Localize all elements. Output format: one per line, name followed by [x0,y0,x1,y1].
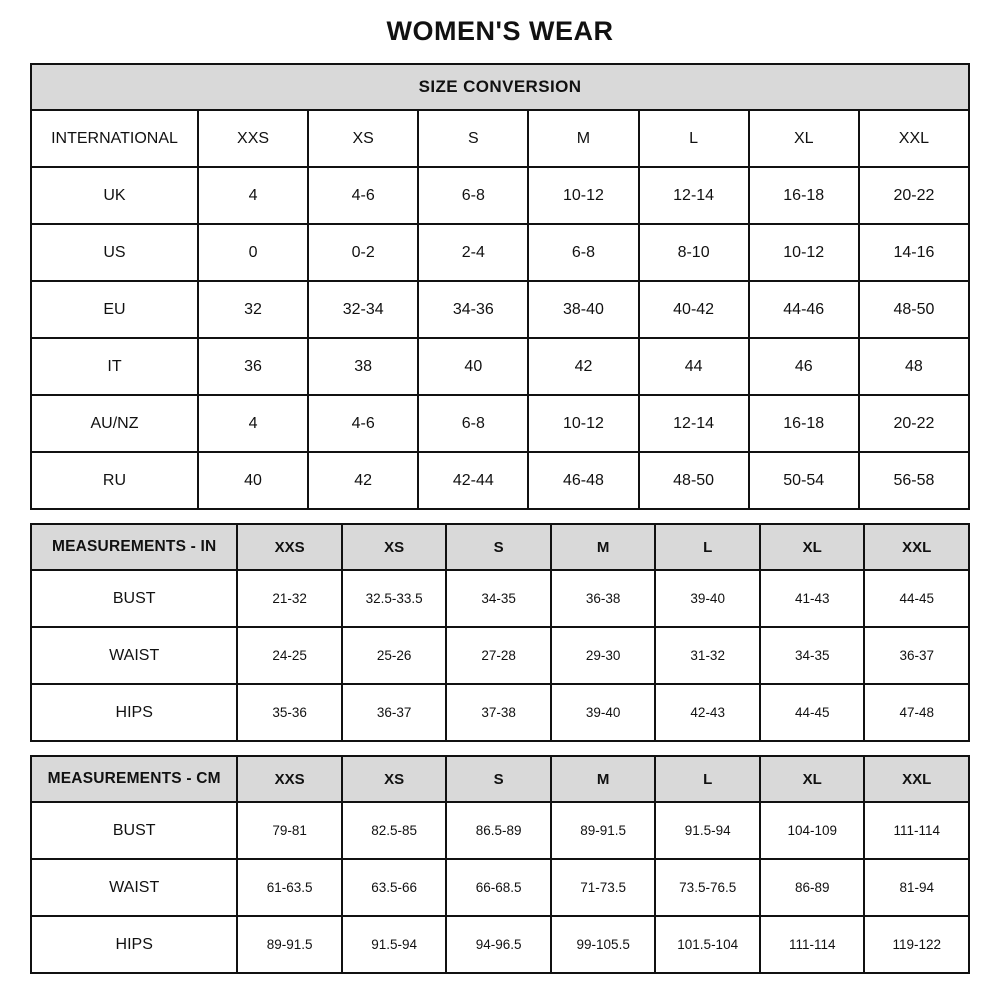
size-header: XL [760,756,865,802]
size-conversion-table [30,63,970,510]
size-cell: 40 [418,338,528,395]
size-cell: 42 [528,338,638,395]
measure-cell: 104-109 [760,802,865,859]
row-label: EU [31,281,198,338]
measure-cell: 41-43 [760,570,865,627]
measurements-in-table [30,523,970,742]
measure-cell: 27-28 [446,627,551,684]
size-header: S [446,756,551,802]
size-header: M [551,756,656,802]
size-cell: 38-40 [528,281,638,338]
table-row [31,167,969,224]
measurements-in-title: MEASUREMENTS - IN [31,524,237,570]
table-row [31,110,969,167]
measure-cell: 101.5-104 [655,916,760,973]
size-cell: 0 [198,224,308,281]
row-label: UK [31,167,198,224]
table-row [31,684,969,741]
table-row [31,859,969,916]
row-label: BUST [31,570,237,627]
size-conversion-title: SIZE CONVERSION [31,64,969,110]
measure-cell: 91.5-94 [342,916,447,973]
measurements-cm-title: MEASUREMENTS - CM [31,756,237,802]
measurements-cm-table [30,755,970,974]
size-cell: 44-46 [749,281,859,338]
measure-cell: 86-89 [760,859,865,916]
measure-cell: 81-94 [864,859,969,916]
table-row [31,395,969,452]
size-cell: 42 [308,452,418,509]
measure-cell: 31-32 [655,627,760,684]
row-label: AU/NZ [31,395,198,452]
table-row [31,338,969,395]
size-cell: 10-12 [528,395,638,452]
size-cell: 6-8 [418,395,528,452]
size-cell: XXL [859,110,969,167]
table-row [31,224,969,281]
size-header: L [655,524,760,570]
size-header: XXS [237,756,342,802]
size-header: XS [342,524,447,570]
measure-cell: 34-35 [760,627,865,684]
size-cell: XXS [198,110,308,167]
measure-cell: 37-38 [446,684,551,741]
measure-cell: 66-68.5 [446,859,551,916]
row-label: US [31,224,198,281]
measure-cell: 86.5-89 [446,802,551,859]
size-cell: 20-22 [859,167,969,224]
page-title: WOMEN'S WEAR [386,16,614,46]
measure-cell: 61-63.5 [237,859,342,916]
measure-cell: 99-105.5 [551,916,656,973]
size-cell: 16-18 [749,395,859,452]
size-cell: 12-14 [639,167,749,224]
table-row [31,802,969,859]
measure-cell: 94-96.5 [446,916,551,973]
size-cell: 4-6 [308,167,418,224]
row-label: HIPS [31,684,237,741]
measure-cell: 111-114 [760,916,865,973]
size-header: XXS [237,524,342,570]
row-label: WAIST [31,627,237,684]
size-cell: 56-58 [859,452,969,509]
measure-cell: 89-91.5 [551,802,656,859]
size-header: L [655,756,760,802]
table-row [31,627,969,684]
measure-cell: 32.5-33.5 [342,570,447,627]
measure-cell: 36-38 [551,570,656,627]
size-cell: 32-34 [308,281,418,338]
measure-cell: 24-25 [237,627,342,684]
size-header: M [551,524,656,570]
size-cell: 4 [198,395,308,452]
size-cell: 48 [859,338,969,395]
row-label: INTERNATIONAL [31,110,198,167]
table-header-row [31,756,969,802]
row-label: RU [31,452,198,509]
row-label: WAIST [31,859,237,916]
measure-cell: 44-45 [760,684,865,741]
measure-cell: 89-91.5 [237,916,342,973]
measure-cell: 34-35 [446,570,551,627]
measure-cell: 119-122 [864,916,969,973]
size-cell: 12-14 [639,395,749,452]
measure-cell: 44-45 [864,570,969,627]
size-header: XXL [864,524,969,570]
size-cell: 0-2 [308,224,418,281]
table-row [31,570,969,627]
measure-cell: 36-37 [342,684,447,741]
measure-cell: 79-81 [237,802,342,859]
size-cell: 40-42 [639,281,749,338]
measure-cell: 35-36 [237,684,342,741]
size-cell: 38 [308,338,418,395]
measure-cell: 63.5-66 [342,859,447,916]
table-row [31,281,969,338]
size-header: XXL [864,756,969,802]
size-cell: 46-48 [528,452,638,509]
size-cell: 2-4 [418,224,528,281]
size-cell: XL [749,110,859,167]
row-label: BUST [31,802,237,859]
size-cell: 10-12 [528,167,638,224]
size-cell: 10-12 [749,224,859,281]
size-cell: 42-44 [418,452,528,509]
measure-cell: 71-73.5 [551,859,656,916]
size-cell: 44 [639,338,749,395]
size-cell: 46 [749,338,859,395]
measure-cell: 39-40 [551,684,656,741]
size-header: XS [342,756,447,802]
measure-cell: 73.5-76.5 [655,859,760,916]
table-header-row [31,524,969,570]
size-cell: 34-36 [418,281,528,338]
size-cell: 16-18 [749,167,859,224]
measure-cell: 29-30 [551,627,656,684]
size-cell: S [418,110,528,167]
table-row [31,452,969,509]
measure-cell: 111-114 [864,802,969,859]
size-header: S [446,524,551,570]
size-cell: 14-16 [859,224,969,281]
size-cell: 8-10 [639,224,749,281]
size-cell: 36 [198,338,308,395]
measure-cell: 36-37 [864,627,969,684]
size-cell: 4-6 [308,395,418,452]
size-cell: XS [308,110,418,167]
size-cell: 48-50 [859,281,969,338]
measure-cell: 25-26 [342,627,447,684]
measure-cell: 91.5-94 [655,802,760,859]
measure-cell: 42-43 [655,684,760,741]
size-header: XL [760,524,865,570]
size-cell: 48-50 [639,452,749,509]
measure-cell: 39-40 [655,570,760,627]
size-cell: 50-54 [749,452,859,509]
size-cell: 32 [198,281,308,338]
size-cell: L [639,110,749,167]
measure-cell: 21-32 [237,570,342,627]
table-banner-row [31,64,969,110]
size-cell: 4 [198,167,308,224]
size-cell: 40 [198,452,308,509]
row-label: IT [31,338,198,395]
size-cell: 20-22 [859,395,969,452]
size-cell: 6-8 [528,224,638,281]
size-cell: M [528,110,638,167]
table-row [31,916,969,973]
size-cell: 6-8 [418,167,528,224]
measure-cell: 47-48 [864,684,969,741]
row-label: HIPS [31,916,237,973]
measure-cell: 82.5-85 [342,802,447,859]
